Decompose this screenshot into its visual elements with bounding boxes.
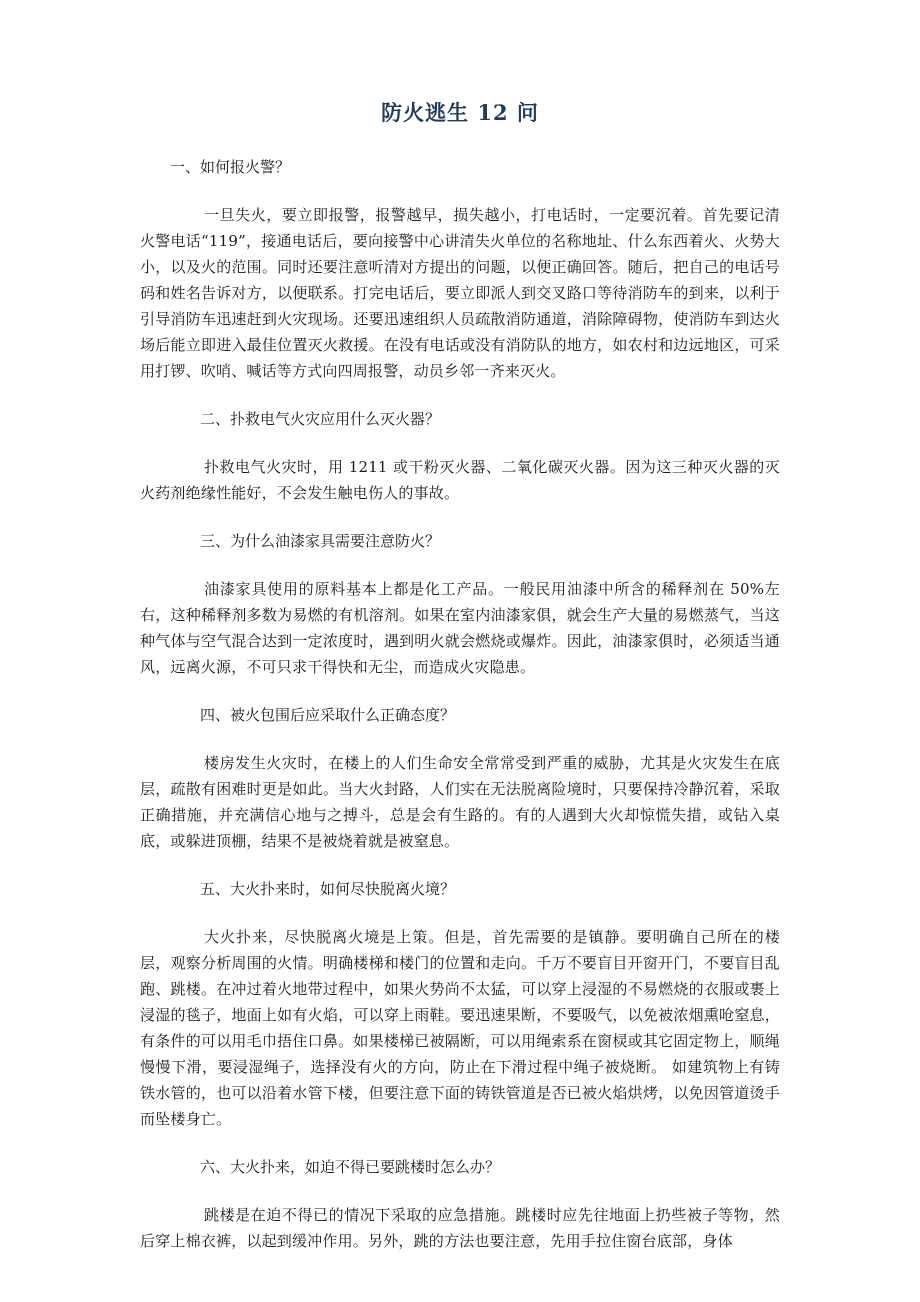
document-title: 防火逃生 12 问 [381,100,539,125]
answer-5: 大火扑来，尽快脱离火境是上策。但是，首先需要的是镇静。要明确自己所在的楼层，观察分析周围的火情。明确楼梯和楼门的位置和走向。千万不要盲目开窗开门，不要盲目乱跑、跳楼。在冲过着火地带过程中，如果火势尚不太猛，可以穿上浸湿的不易燃烧的衣服或裹上浸湿的毯子，地面上如有火焰，可以穿上雨鞋。要迅速果断，不要吸气，以免被浓烟熏呛窒息，有条件的可以用毛巾捂住口鼻。如果楼梯已被隔断，可以用绳索系在窗棂或其它固定物上，顺绳慢慢下滑，要浸湿绳子，选择没有火的方向，防止在下滑过程中绳子被烧断。 如建筑物上有铸铁水管的，也可以沿着水管下楼，但要注意下面的铸铁管道是否已被火焰烘烤，以免因管道烫手而坠楼身亡。 [140,928,780,1128]
question-1: 一、如何报火警？ [170,158,291,176]
answer-1: 一旦失火，要立即报警，报警越早，损失越小，打电话时，一定要沉着。首先要记清火警电话“119”，接通电话后，要向接警中心讲清失火单位的名称地址、什么东西着火、火势大小，以及火的范围。同时还要注意听清对方提出的问题，以便正确回答。随后，把自己的电话号码和姓名告诉对方，以便联系。打完电话后，要立即派人到交叉路口等待消防车的到来，以利于引导消防车迅速赶到火灾现场。还要迅速组织人员疏散消防通道，消除障碍物，使消防车到达火场后能立即进入最佳位置灭火救援。在没有电话或没有消防队的地方，如农村和边远地区，可采用打锣、吹哨、喊话等方式向四周报警，动员乡邻一齐来灭火。 [140,206,780,380]
question-4: 四、被火包围后应采取什么正确态度？ [200,706,456,724]
answer-4: 楼房发生火灾时，在楼上的人们生命安全常常受到严重的威胁，尤其是火灾发生在底层，疏散有困难时更是如此。当大火封路，人们实在无法脱离险境时，只要保持冷静沉着，采取正确措施，并充满信心地与之搏斗，总是会有生路的。有的人遇到大火却惊慌失措，或钻入桌底，或躲进顶棚，结果不是被烧着就是被窒息。 [140,754,780,850]
question-5: 五、大火扑来时，如何尽快脱离火境？ [200,880,456,898]
answer-3: 油漆家具使用的原料基本上都是化工产品。一般民用油漆中所含的稀释剂在 50%左右，这种稀释剂多数为易燃的有机溶剂。如果在室内油漆家俱，就会生产大量的易燃蒸气，当这种气体与空气混合达到一定浓度时，遇到明火就会燃烧或爆炸。因此，油漆家俱时，必须适当通风，远离火源，不可只求干得快和无尘，而造成火灾隐患。 [140,580,780,676]
answer-6: 跳楼是在迫不得已的情况下采取的应急措施。跳楼时应先往地面上扔些被子等物，然后穿上棉衣裤，以起到缓冲作用。另外，跳的方法也要注意，先用手拉住窗台底部，身体 [140,1206,780,1250]
question-6: 六、大火扑来，如迫不得已要跳楼时怎么办？ [200,1158,501,1176]
answer-2: 扑救电气火灾时，用 1211 或干粉灭火器、二氧化碳灭火器。因为这三种灭火器的灭火药剂绝缘性能好，不会发生触电伤人的事故。 [140,458,780,502]
question-2: 二、扑救电气火灾应用什么灭火器？ [200,410,441,428]
question-3: 三、为什么油漆家具需要注意防火？ [200,532,441,550]
